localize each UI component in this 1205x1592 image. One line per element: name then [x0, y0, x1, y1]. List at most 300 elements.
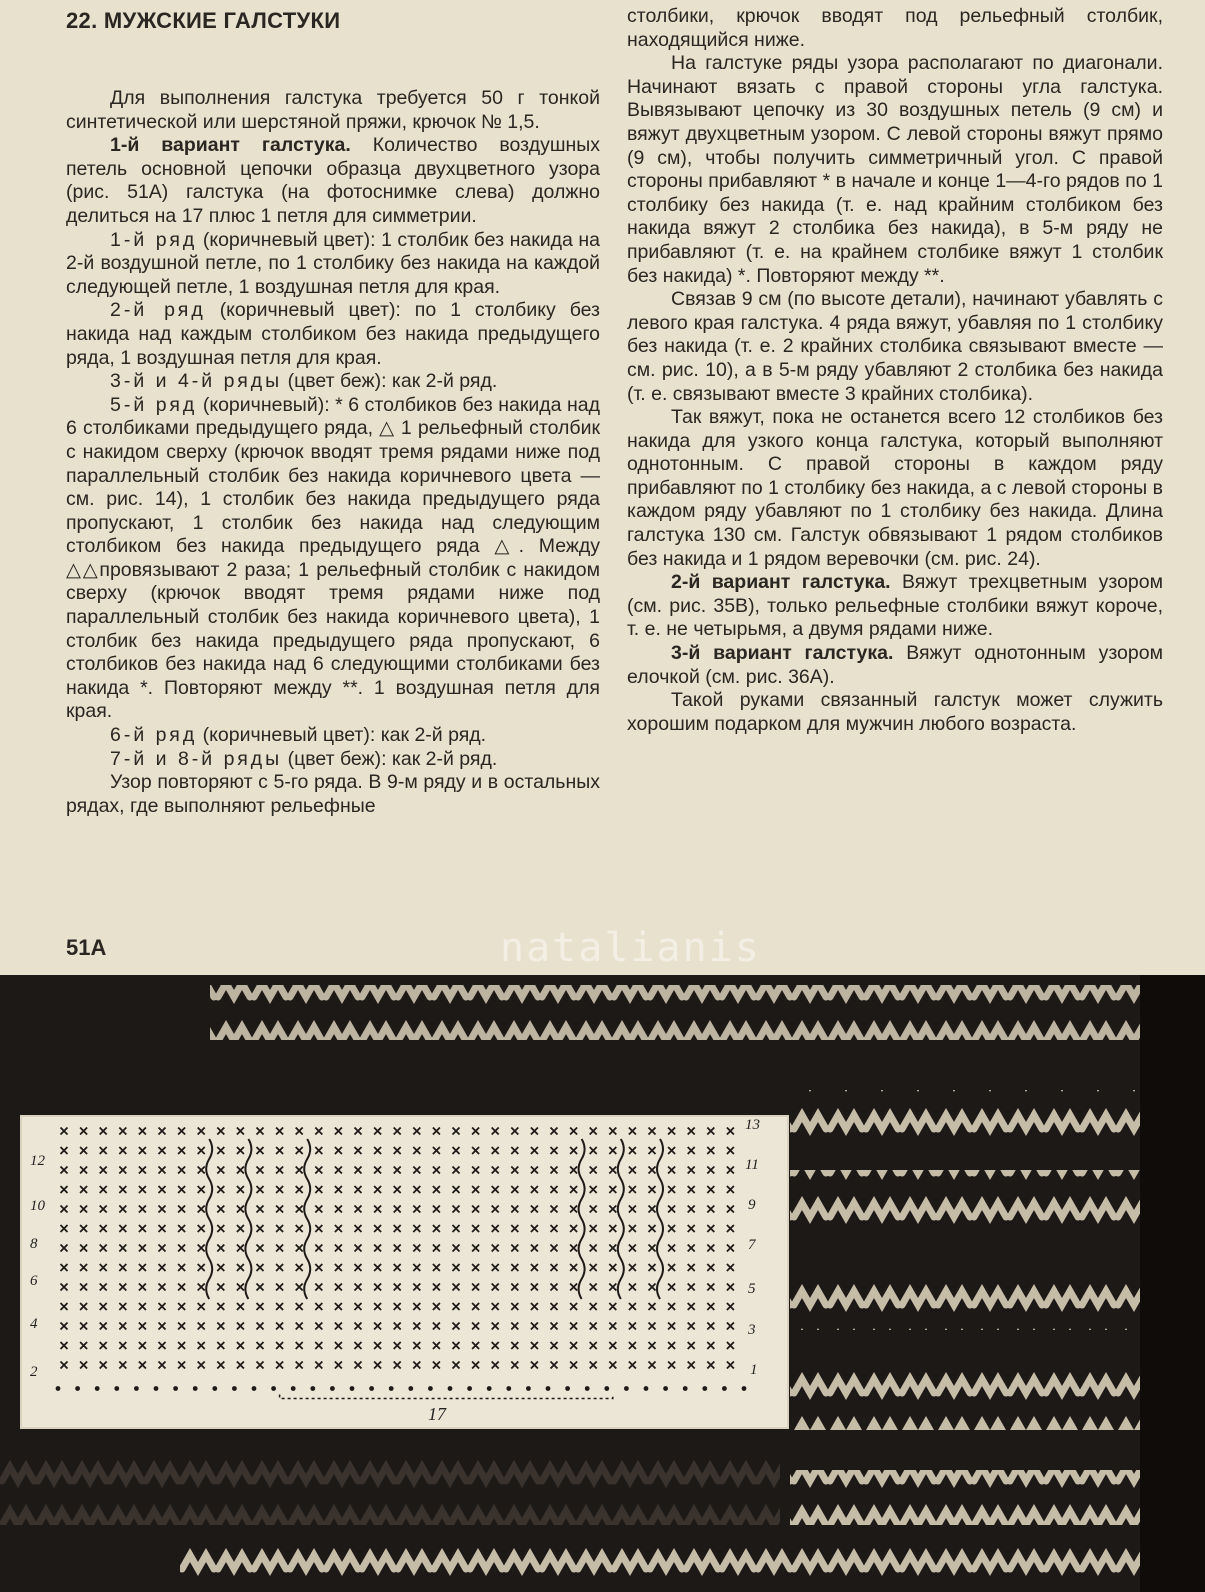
chain-dot — [408, 1386, 413, 1391]
stitch-x — [374, 1264, 381, 1271]
stitch-x — [590, 1264, 597, 1271]
stitch-x — [257, 1186, 264, 1193]
stitch-x — [178, 1128, 185, 1135]
stitch-x — [394, 1245, 401, 1252]
chain-dot — [369, 1386, 374, 1391]
relief-stitch-mark — [618, 1139, 624, 1299]
stitch-x — [707, 1303, 714, 1310]
stitch-x — [688, 1362, 695, 1369]
repeat-count: 17 — [428, 1404, 446, 1424]
row-number-10: 10 — [30, 1198, 45, 1214]
stitch-x — [374, 1206, 381, 1213]
stitch-x — [394, 1303, 401, 1310]
stitch-x — [629, 1323, 636, 1330]
stitch-x — [472, 1245, 479, 1252]
chain-dot — [546, 1386, 551, 1391]
stitch-x — [61, 1323, 68, 1330]
row-number-8: 8 — [30, 1236, 38, 1252]
stitch-x — [276, 1245, 283, 1252]
stitch-x — [159, 1225, 166, 1232]
chain-dot — [448, 1386, 453, 1391]
stitch-x — [394, 1225, 401, 1232]
stitch-x — [198, 1147, 205, 1154]
stitch-x — [472, 1264, 479, 1271]
stitch-x — [80, 1303, 87, 1310]
figure-label: 51А — [66, 935, 107, 960]
continuation-paragraph: столбики, крючок вводят под рельефный столбик, находящийся ниже. — [627, 5, 1163, 51]
stitch-x — [433, 1264, 440, 1271]
stitch-x — [551, 1186, 558, 1193]
row2-label: 2-й ряд — [110, 299, 206, 322]
stitch-x — [159, 1284, 166, 1291]
stitch-x — [276, 1167, 283, 1174]
stitch-x — [433, 1342, 440, 1349]
stitch-x — [335, 1362, 342, 1369]
stitch-x — [433, 1303, 440, 1310]
stitch-x — [472, 1147, 479, 1154]
stitch-x — [119, 1206, 126, 1213]
stitch-x — [198, 1303, 205, 1310]
stitch-x — [198, 1342, 205, 1349]
stitch-x — [100, 1206, 107, 1213]
stitch-x — [394, 1342, 401, 1349]
stitch-x — [570, 1342, 577, 1349]
chain-dot — [702, 1386, 707, 1391]
stitch-x — [374, 1362, 381, 1369]
stitch-x — [590, 1284, 597, 1291]
stitch-x — [472, 1206, 479, 1213]
chain-dot — [291, 1386, 296, 1391]
stitch-grid — [22, 1117, 787, 1427]
stitch-x — [178, 1167, 185, 1174]
stitch-x — [649, 1323, 656, 1330]
stitch-x — [668, 1264, 675, 1271]
stitch-x — [688, 1167, 695, 1174]
stitch-x — [433, 1245, 440, 1252]
stitch-x — [355, 1264, 362, 1271]
row5-text: (коричневый): * 6 столбиков без накида над 6 столбиками предыдущего ряда, △ 1 рельефный столбик с накидом сверху (крючок вводят тремя рядами ниже под параллельный столбик без накида коричневого цвета — см. рис. 14), 1 столбик без накида предыдущего ряда пропускают, 1 столбик без накида над следующим столбиком без накида предыдущего ряда △. Между △△провязывают 2 раза; 1 рельефный столбик с накидом сверху (крючок вводят тремя рядами ниже под параллельный столбик без накида коричневого цвета), 1 столбик без накида предыдущего ряда пропускают, 6 столбиков без накида над 6 следующими столбиками без накида *. Повторяют между **. 1 воздушная петля для края. — [66, 393, 601, 723]
stitch-x — [217, 1264, 224, 1271]
stitch-x — [472, 1167, 479, 1174]
stitch-x — [100, 1225, 107, 1232]
stitch-x — [355, 1147, 362, 1154]
stitch-x — [198, 1323, 205, 1330]
stitch-x — [629, 1264, 636, 1271]
chain-dot — [252, 1386, 257, 1391]
row1-text: (коричневый цвет): 1 столбик без накида на 2-й воздушной петле, по 1 столбику без накида на каждой следующей петле, 1 воздушная петля для края. — [66, 228, 600, 298]
row34-paragraph — [66, 370, 600, 394]
stitch-x — [531, 1362, 538, 1369]
stitch-x — [707, 1225, 714, 1232]
stitch-x — [100, 1128, 107, 1135]
stitch-x — [688, 1206, 695, 1213]
chain-dot — [114, 1386, 119, 1391]
row-number-1: 1 — [750, 1362, 758, 1378]
stitch-x — [668, 1186, 675, 1193]
stitch-x — [198, 1225, 205, 1232]
chain-dot — [428, 1386, 433, 1391]
stitch-x — [433, 1284, 440, 1291]
stitch-x — [159, 1186, 166, 1193]
variant1-text: Количество воздушных петель основной цепочки образца двухцветного узора (рис. 51А) галстука (на фотоснимке слева) должно делиться на 17 плюс 1 петля для симметрии. — [66, 134, 601, 227]
chain-dot — [467, 1386, 472, 1391]
stitch-x — [453, 1303, 460, 1310]
stitch-x — [296, 1323, 303, 1330]
stitch-x — [433, 1147, 440, 1154]
stitch-x — [159, 1245, 166, 1252]
stitch-x — [257, 1147, 264, 1154]
chain-dot — [565, 1386, 570, 1391]
row1-label: 1-й ряд — [110, 228, 198, 251]
stitch-x — [139, 1303, 146, 1310]
stitch-x — [217, 1362, 224, 1369]
stitch-x — [531, 1167, 538, 1174]
stitch-x — [217, 1186, 224, 1193]
stitch-x — [688, 1264, 695, 1271]
stitch-x — [159, 1147, 166, 1154]
stitch-x — [335, 1167, 342, 1174]
stitch-x — [237, 1342, 244, 1349]
stitch-x — [335, 1186, 342, 1193]
stitch-x — [511, 1206, 518, 1213]
stitch-x — [198, 1186, 205, 1193]
stitch-x — [355, 1303, 362, 1310]
stitch-x — [335, 1206, 342, 1213]
stitch-x — [296, 1167, 303, 1174]
stitch-x — [374, 1167, 381, 1174]
stitch-x — [394, 1186, 401, 1193]
stitch-x — [688, 1128, 695, 1135]
stitch-x — [453, 1323, 460, 1330]
stitch-x — [80, 1362, 87, 1369]
stitch-x — [178, 1245, 185, 1252]
chain-dot — [389, 1386, 394, 1391]
stitch-x — [629, 1167, 636, 1174]
stitch-x — [413, 1362, 420, 1369]
stitch-x — [217, 1225, 224, 1232]
stitch-x — [61, 1128, 68, 1135]
stitch-x — [472, 1323, 479, 1330]
stitch-x — [394, 1362, 401, 1369]
stitch-x — [315, 1323, 322, 1330]
stitch-x — [178, 1342, 185, 1349]
diagonal-paragraph: На галстуке ряды узора располагают по диагонали. Начинают вязать с правой стороны угла галстука. Вывязывают цепочку из 30 воздушных петель (9 см) и вяжут двухцветным узором. С левой стороны вяжут прямо (9 см), чтобы получить симметричный угол. С правой стороны прибавляют * в начале и конце 1—4-го рядов по 1 столбику без накида (т. е. над крайним столбиком без накида вяжут 2 столбика без накида), в 5-м ряду не прибавляют (т. е. на крайнем столбике вяжут 1 столбик без накида) *. Повторяют между **. — [627, 52, 1163, 287]
stitch-x — [453, 1147, 460, 1154]
stitch-x — [335, 1128, 342, 1135]
stitch-x — [688, 1303, 695, 1310]
stitch-x — [139, 1225, 146, 1232]
stitch-x — [178, 1284, 185, 1291]
chain-dot — [310, 1386, 315, 1391]
stitch-x — [727, 1362, 734, 1369]
stitch-x — [355, 1128, 362, 1135]
stitch-x — [492, 1186, 499, 1193]
stitch-x — [374, 1147, 381, 1154]
stitch-x — [296, 1303, 303, 1310]
chain-dot — [75, 1386, 80, 1391]
stitch-x — [492, 1147, 499, 1154]
stitch-x — [374, 1245, 381, 1252]
stitch-x — [609, 1342, 616, 1349]
stitch-x — [119, 1323, 126, 1330]
stitch-x — [100, 1264, 107, 1271]
stitch-x — [178, 1362, 185, 1369]
stitch-x — [531, 1303, 538, 1310]
stitch-x — [100, 1362, 107, 1369]
stitch-x — [139, 1167, 146, 1174]
stitch-x — [257, 1362, 264, 1369]
stitch-x — [413, 1245, 420, 1252]
stitch-x — [629, 1342, 636, 1349]
stitch-x — [198, 1167, 205, 1174]
stitch-x — [570, 1128, 577, 1135]
stitch-x — [668, 1147, 675, 1154]
row1-paragraph — [66, 229, 600, 300]
stitch-x — [335, 1147, 342, 1154]
stitch-x — [472, 1342, 479, 1349]
stitch-x — [629, 1206, 636, 1213]
stitch-x — [609, 1323, 616, 1330]
stitch-x — [335, 1323, 342, 1330]
stitch-x — [159, 1303, 166, 1310]
stitch-x — [492, 1264, 499, 1271]
stitch-x — [315, 1167, 322, 1174]
stitch-x — [335, 1264, 342, 1271]
stitch-x — [217, 1245, 224, 1252]
stitch-x — [511, 1225, 518, 1232]
intro-paragraph: Для выполнения галстука требуется 50 г тонкой синтетической или шерстяной пряжи, крючок № 1,5. — [66, 87, 600, 133]
stitch-x — [217, 1323, 224, 1330]
stitch-x — [629, 1128, 636, 1135]
stitch-x — [531, 1147, 538, 1154]
stitch-x — [257, 1342, 264, 1349]
stitch-x — [590, 1362, 597, 1369]
stitch-x — [492, 1225, 499, 1232]
stitch-x — [80, 1206, 87, 1213]
stitch-x — [217, 1167, 224, 1174]
variant1-paragraph — [66, 134, 600, 228]
stitch-x — [551, 1362, 558, 1369]
stitch-x — [570, 1264, 577, 1271]
stitch-x — [707, 1147, 714, 1154]
stitch-x — [472, 1128, 479, 1135]
row-number-4: 4 — [30, 1316, 38, 1332]
stitch-x — [629, 1186, 636, 1193]
stitch-x — [139, 1147, 146, 1154]
stitch-x — [159, 1167, 166, 1174]
stitch-x — [257, 1167, 264, 1174]
chain-dot — [134, 1386, 139, 1391]
variant3-text: Вяжут однотонным узором елочкой (см. рис. 36А). — [627, 642, 1163, 688]
stitch-x — [139, 1264, 146, 1271]
stitch-x — [198, 1245, 205, 1252]
stitch-x — [531, 1206, 538, 1213]
stitch-x — [61, 1303, 68, 1310]
stitch-x — [237, 1362, 244, 1369]
stitch-x — [394, 1264, 401, 1271]
stitch-x — [472, 1284, 479, 1291]
stitch-x — [80, 1128, 87, 1135]
stitch-x — [296, 1264, 303, 1271]
stitch-x — [413, 1167, 420, 1174]
stitch-x — [335, 1303, 342, 1310]
stitch-x — [727, 1303, 734, 1310]
stitch-x — [590, 1206, 597, 1213]
stitch-x — [727, 1284, 734, 1291]
stitch-x — [296, 1186, 303, 1193]
stitch-x — [198, 1128, 205, 1135]
stitch-x — [61, 1284, 68, 1291]
stitch-x — [276, 1186, 283, 1193]
stitch-x — [61, 1186, 68, 1193]
variant2-paragraph — [627, 571, 1163, 642]
stitch-x — [609, 1225, 616, 1232]
stitch-x — [80, 1342, 87, 1349]
stitch-x — [707, 1362, 714, 1369]
stitch-x — [511, 1284, 518, 1291]
row-number-13: 13 — [745, 1117, 760, 1133]
stitch-x — [609, 1245, 616, 1252]
stitch-x — [355, 1284, 362, 1291]
stitch-x — [551, 1206, 558, 1213]
stitch-x — [453, 1167, 460, 1174]
stitch-x — [707, 1186, 714, 1193]
stitch-x — [237, 1167, 244, 1174]
relief-stitch-mark — [245, 1139, 251, 1299]
stitch-x — [590, 1303, 597, 1310]
stitch-x — [609, 1264, 616, 1271]
stitch-x — [315, 1206, 322, 1213]
stitch-x — [453, 1225, 460, 1232]
stitch-x — [276, 1147, 283, 1154]
stitch-x — [551, 1264, 558, 1271]
chain-dot — [644, 1386, 649, 1391]
stitch-x — [707, 1323, 714, 1330]
stitch-x — [649, 1342, 656, 1349]
stitch-x — [315, 1225, 322, 1232]
stitch-x — [276, 1264, 283, 1271]
stitch-x — [257, 1225, 264, 1232]
stitch-x — [80, 1264, 87, 1271]
row6-label: 6-й ряд — [110, 724, 198, 747]
stitch-x — [276, 1206, 283, 1213]
stitch-x — [355, 1323, 362, 1330]
stitch-x — [668, 1323, 675, 1330]
stitch-x — [413, 1284, 420, 1291]
stitch-x — [668, 1303, 675, 1310]
stitch-x — [80, 1323, 87, 1330]
stitch-x — [178, 1225, 185, 1232]
chain-dot — [604, 1386, 609, 1391]
stitch-x — [492, 1128, 499, 1135]
chain-dot — [271, 1386, 276, 1391]
stitch-x — [668, 1225, 675, 1232]
stitch-x — [355, 1245, 362, 1252]
variant3-title: 3-й вариант галстука. — [671, 642, 894, 665]
stitch-x — [296, 1342, 303, 1349]
stitch-x — [100, 1342, 107, 1349]
stitch-x — [335, 1342, 342, 1349]
stitch-x — [80, 1186, 87, 1193]
stitch-x — [570, 1225, 577, 1232]
row5-label: 5-й ряд — [110, 393, 198, 416]
stitch-x — [296, 1147, 303, 1154]
stitch-x — [511, 1342, 518, 1349]
stitch-x — [649, 1167, 656, 1174]
pattern-chart — [20, 1115, 789, 1429]
stitch-x — [276, 1128, 283, 1135]
stitch-x — [727, 1206, 734, 1213]
stitch-x — [551, 1167, 558, 1174]
stitch-x — [100, 1284, 107, 1291]
stitch-x — [570, 1186, 577, 1193]
repeat-paragraph: Узор повторяют с 5-го ряда. В 9-м ряду и в остальных рядах, где выполняют рельефные — [66, 771, 600, 817]
stitch-x — [315, 1264, 322, 1271]
stitch-x — [139, 1323, 146, 1330]
stitch-x — [433, 1167, 440, 1174]
repeat-bracket — [280, 1395, 613, 1399]
stitch-x — [531, 1342, 538, 1349]
stitch-x — [472, 1225, 479, 1232]
stitch-x — [609, 1303, 616, 1310]
stitch-x — [61, 1342, 68, 1349]
stitch-x — [551, 1323, 558, 1330]
stitch-x — [119, 1284, 126, 1291]
stitch-x — [355, 1225, 362, 1232]
stitch-x — [374, 1323, 381, 1330]
stitch-x — [413, 1264, 420, 1271]
stitch-x — [413, 1342, 420, 1349]
stitch-x — [61, 1245, 68, 1252]
stitch-x — [413, 1147, 420, 1154]
stitch-x — [551, 1245, 558, 1252]
stitch-x — [237, 1206, 244, 1213]
stitch-x — [629, 1147, 636, 1154]
row78-text: (цвет беж): как 2-й ряд. — [282, 747, 498, 770]
stitch-x — [119, 1342, 126, 1349]
stitch-x — [394, 1323, 401, 1330]
stitch-x — [374, 1284, 381, 1291]
stitch-x — [139, 1362, 146, 1369]
stitch-x — [727, 1128, 734, 1135]
stitch-x — [315, 1284, 322, 1291]
stitch-x — [590, 1167, 597, 1174]
variant2-title: 2-й вариант галстука. — [671, 571, 891, 594]
stitch-x — [159, 1362, 166, 1369]
stitch-x — [296, 1128, 303, 1135]
stitch-x — [590, 1342, 597, 1349]
row-number-3: 3 — [748, 1322, 756, 1338]
watermark: natalianis — [500, 925, 761, 971]
relief-stitch-mark — [304, 1139, 310, 1299]
stitch-x — [590, 1225, 597, 1232]
chain-dot — [742, 1386, 747, 1391]
stitch-x — [61, 1225, 68, 1232]
stitch-x — [609, 1362, 616, 1369]
chain-dot — [330, 1386, 335, 1391]
chain-dot — [487, 1386, 492, 1391]
stitch-x — [178, 1323, 185, 1330]
stitch-x — [727, 1167, 734, 1174]
stitch-x — [61, 1362, 68, 1369]
stitch-x — [649, 1264, 656, 1271]
stitch-x — [453, 1128, 460, 1135]
stitch-x — [217, 1206, 224, 1213]
stitch-x — [237, 1147, 244, 1154]
stitch-x — [315, 1245, 322, 1252]
stitch-x — [257, 1206, 264, 1213]
stitch-x — [237, 1323, 244, 1330]
